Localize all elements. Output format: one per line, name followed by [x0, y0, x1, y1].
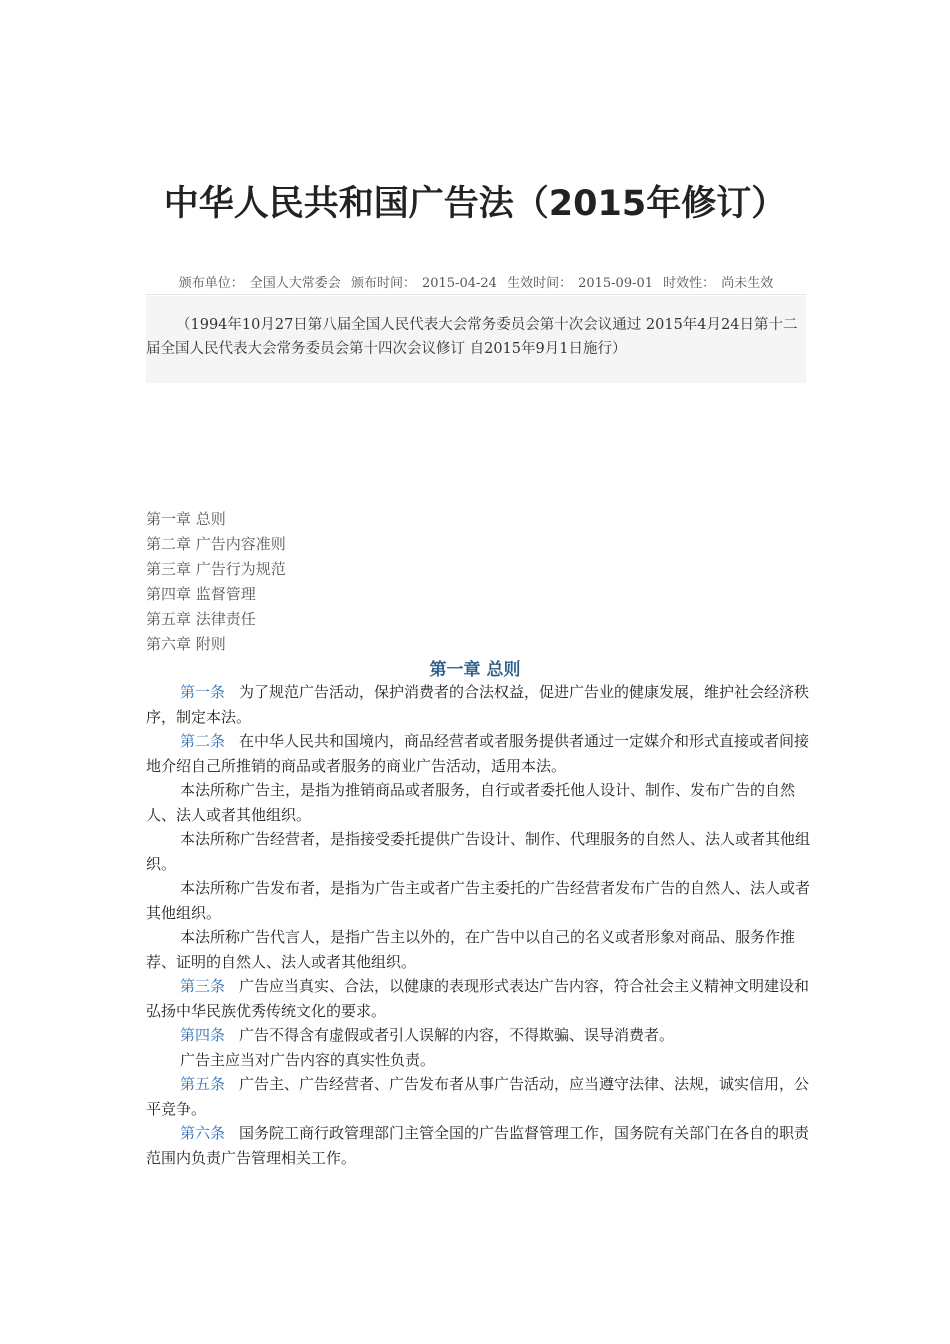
article-label: 第五条	[180, 1075, 226, 1093]
paragraph	[146, 1048, 810, 1073]
paragraph-text: 在中华人民共和国境内，商品经营者或者服务提供者通过一定媒介和形式直接或者间接地介绍自己所推销的商品或者服务的商业广告活动，适用本法。	[146, 732, 810, 775]
effective-label: 生效时间：	[507, 276, 573, 291]
paragraph	[146, 778, 810, 827]
preamble-box: （1994年10月27日第八届全国人民代表大会常务委员会第十次会议通过 2015年4月24日第十二届全国人民代表大会常务委员会第十四次会议修订 自2015年9月1日施行）	[146, 296, 806, 383]
article-label: 第三条	[180, 977, 226, 995]
paragraph-text: 本法所称广告发布者，是指为广告主或者广告主委托的广告经营者发布广告的自然人、法人或者其他组织。	[146, 879, 811, 922]
toc-item: 第三章 广告行为规范	[146, 560, 286, 578]
toc-item: 第六章 附则	[146, 635, 226, 653]
paragraph-text: 本法所称广告经营者，是指接受委托提供广告设计、制作、代理服务的自然人、法人或者其他组织。	[146, 830, 811, 873]
article-label: 第六条	[180, 1124, 226, 1142]
paragraph	[146, 827, 810, 876]
issuer-label: 颁布单位：	[178, 276, 244, 291]
paragraph	[146, 974, 810, 1023]
paragraph-text: 为了规范广告活动，保护消费者的合法权益，促进广告业的健康发展，维护社会经济秩序，制定本法。	[146, 683, 810, 726]
paragraph-text: 本法所称广告主，是指为推销商品或者服务，自行或者委托他人设计、制作、发布广告的自然人、法人或者其他组织。	[146, 781, 796, 824]
toc-item: 第一章 总则	[146, 510, 226, 528]
paragraph	[146, 876, 810, 925]
metadata-bar	[146, 272, 806, 295]
effective-value: 2015-09-01	[578, 276, 654, 291]
article-label: 第一条	[180, 683, 226, 701]
chapter-body	[146, 680, 810, 1170]
status-value: 尚未生效	[721, 276, 774, 291]
paragraph-text: 本法所称广告代言人，是指广告主以外的，在广告中以自己的名义或者形象对商品、服务作推荐、证明的自然人、法人或者其他组织。	[146, 928, 796, 971]
document-title: 中华人民共和国广告法（2015年修订）	[163, 184, 787, 224]
paragraph	[146, 1023, 810, 1048]
toc-item: 第二章 广告内容准则	[146, 535, 286, 553]
paragraph-text: 广告不得含有虚假或者引人误解的内容，不得欺骗、误导消费者。	[239, 1026, 675, 1044]
article-label: 第二条	[180, 732, 226, 750]
paragraph-text: 国务院工商行政管理部门主管全国的广告监督管理工作，国务院有关部门在各自的职责范围内负责广告管理相关工作。	[146, 1124, 810, 1167]
toc-item: 第五章 法律责任	[146, 610, 256, 628]
paragraph	[146, 1072, 810, 1121]
issued-label: 颁布时间：	[350, 276, 416, 291]
paragraph	[146, 1121, 810, 1170]
paragraph	[146, 680, 810, 729]
table-of-contents	[146, 507, 546, 657]
paragraph	[146, 729, 810, 778]
issued-value: 2015-04-24	[421, 276, 497, 291]
article-label: 第四条	[180, 1026, 226, 1044]
issuer-value: 全国人大常委会	[249, 276, 341, 291]
paragraph	[146, 925, 810, 974]
toc-item: 第四章 监督管理	[146, 585, 256, 603]
paragraph-text: 广告主应当对广告内容的真实性负责。	[180, 1050, 436, 1069]
paragraph-text: 广告主、广告经营者、广告发布者从事广告活动，应当遵守法律、法规，诚实信用，公平竞争。	[146, 1075, 810, 1118]
status-label: 时效性：	[663, 276, 716, 291]
chapter-heading: 第一章 总则	[429, 660, 521, 680]
paragraph-text: 广告应当真实、合法，以健康的表现形式表达广告内容，符合社会主义精神文明建设和弘扬中华民族优秀传统文化的要求。	[146, 977, 810, 1020]
